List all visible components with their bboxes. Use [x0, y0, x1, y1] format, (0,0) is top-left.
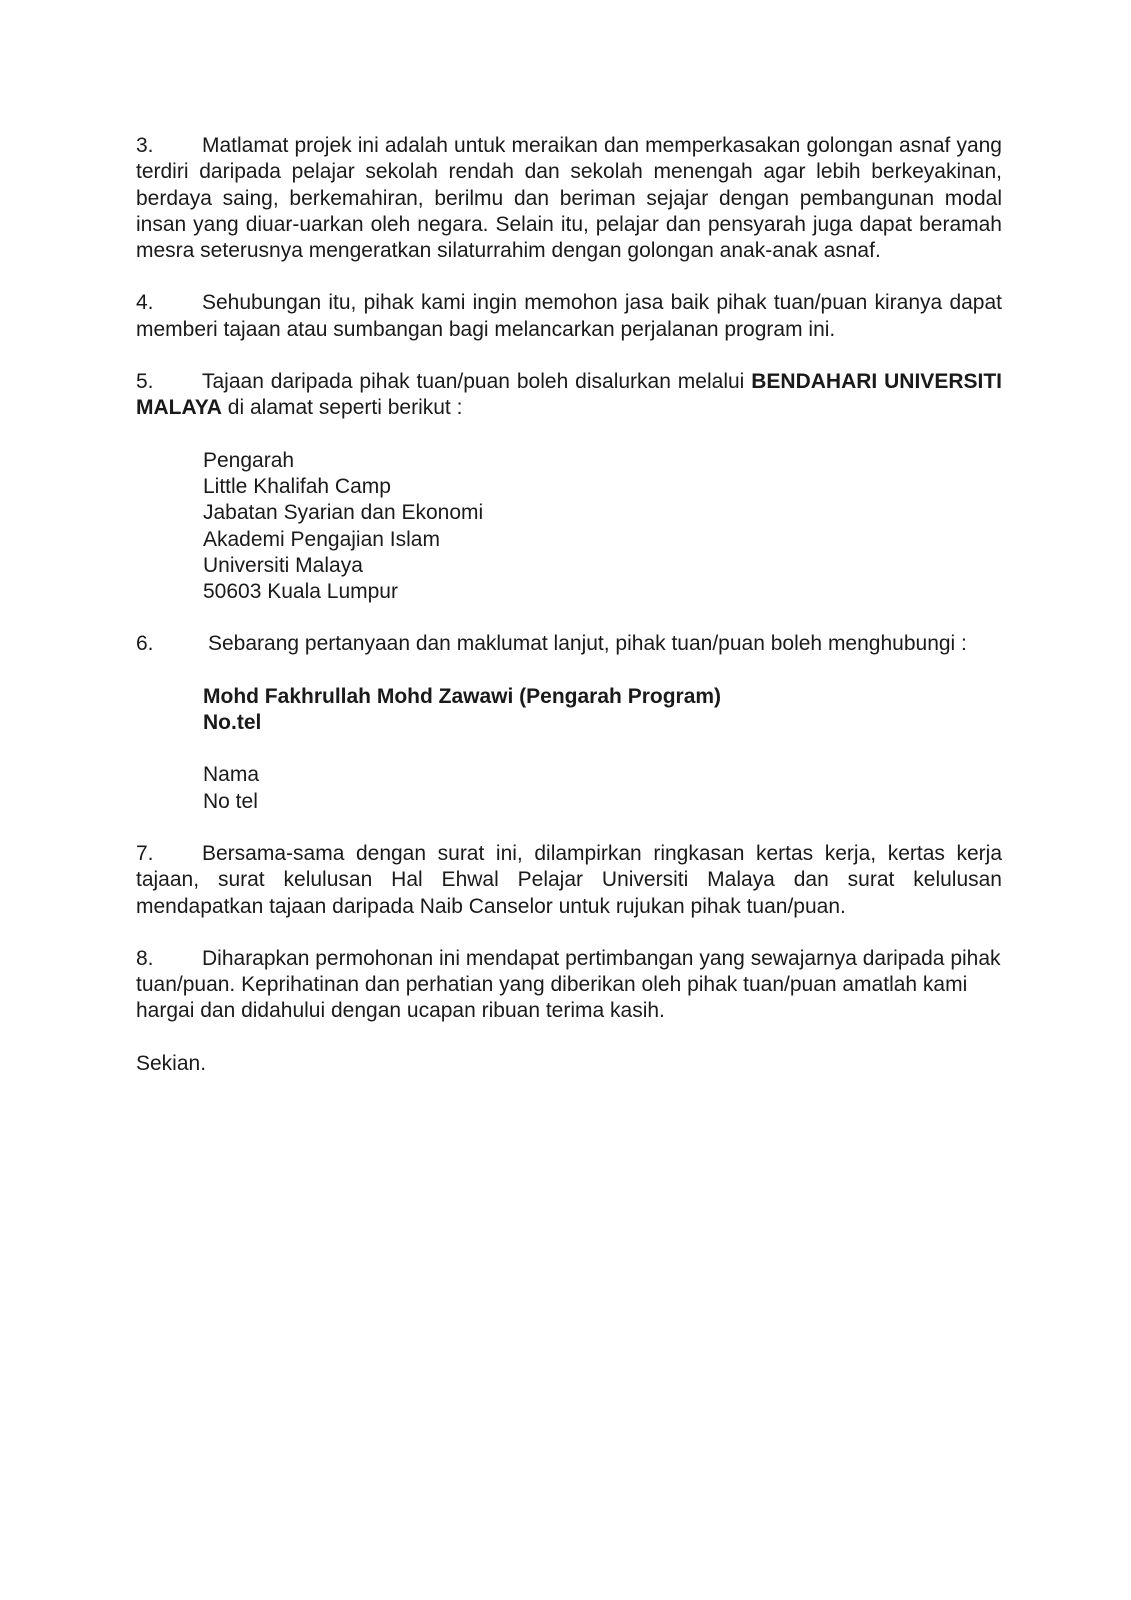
paragraph-4: [136, 290, 1002, 343]
secondary-contact-block: [203, 762, 1002, 815]
address-line: Little Khalifah Camp: [203, 474, 391, 498]
paragraph-text: Diharapkan permohonan ini mendapat pertimbangan yang sewajarnya daripada pihak tuan/puan. Keprihatinan dan perhatian yang diberikan oleh pihak tuan/puan amatlah kami hargai dan didahului dengan ucapan ribuan terima kasih.: [136, 946, 1001, 1023]
paragraph-7: [136, 841, 1002, 920]
address-line: Universiti Malaya: [203, 553, 363, 577]
paragraph-text: Sebarang pertanyaan dan maklumat lanjut, pihak tuan/puan boleh menghubungi :: [208, 632, 967, 656]
paragraph-text: Bersama-sama dengan surat ini, dilampirkan ringkasan kertas kerja, kertas kerja tajaan, surat kelulusan Hal Ehwal Pelajar Universiti Malaya dan surat kelulusan mendapatkan tajaan daripada Naib Canselor untuk rujukan pihak tuan/puan.: [136, 841, 1002, 918]
address-line: 50603 Kuala Lumpur: [203, 580, 398, 604]
paragraph-number: 3.: [136, 134, 154, 157]
paragraph-text: Matlamat projek ini adalah untuk meraikan dan memperkasakan golongan asnaf yang terdiri daripada pelajar sekolah rendah dan sekolah menengah agar lebih berkeyakinan, berdaya saing, berkemahiran, berilmu dan beriman sejajar dengan pembangunan modal insan yang diuar-uarkan oleh negara. Selain itu, pelajar dan pensyarah juga dapat beramah mesra seterusnya mengeratkan silaturrahim dengan golongan anak-anak asnaf.: [136, 134, 1002, 263]
paragraph-number: 5.: [136, 370, 154, 394]
paragraph-number: 6.: [136, 632, 154, 656]
address-block: [203, 448, 1002, 606]
contact-name: Nama: [203, 763, 260, 787]
contact-name: Mohd Fakhrullah Mohd Zawawi (Pengarah Program): [203, 684, 722, 708]
contact-phone: No tel: [203, 789, 258, 813]
treasurer-name: BENDAHARI UNIVERSITI MALAYA: [136, 370, 1002, 420]
paragraph-number: 7.: [136, 841, 154, 865]
paragraph-5: [136, 369, 1002, 422]
paragraph-text: di alamat seperti berikut :: [221, 396, 463, 420]
paragraph-6: [136, 631, 1002, 657]
contact-phone: No.tel: [203, 711, 262, 735]
paragraph-text: Sehubungan itu, pihak kami ingin memohon jasa baik pihak tuan/puan kiranya dapat memberi tajaan atau sumbangan bagi melancarkan perjalanan program ini.: [136, 291, 1002, 341]
paragraph-text: Tajaan daripada pihak tuan/puan boleh disalurkan melalui: [202, 370, 752, 394]
paragraph-3: [136, 133, 1002, 264]
primary-contact-block: [203, 684, 1002, 737]
letter-body: [136, 133, 1002, 1103]
paragraph-number: 4.: [136, 291, 154, 315]
closing-text: Sekian.: [136, 1051, 207, 1075]
address-line: Pengarah: [203, 448, 295, 472]
paragraph-number: 8.: [136, 946, 154, 970]
address-line: Akademi Pengajian Islam: [203, 527, 440, 551]
paragraph-8: [136, 946, 1002, 1025]
address-line: Jabatan Syarian dan Ekonomi: [203, 501, 484, 525]
